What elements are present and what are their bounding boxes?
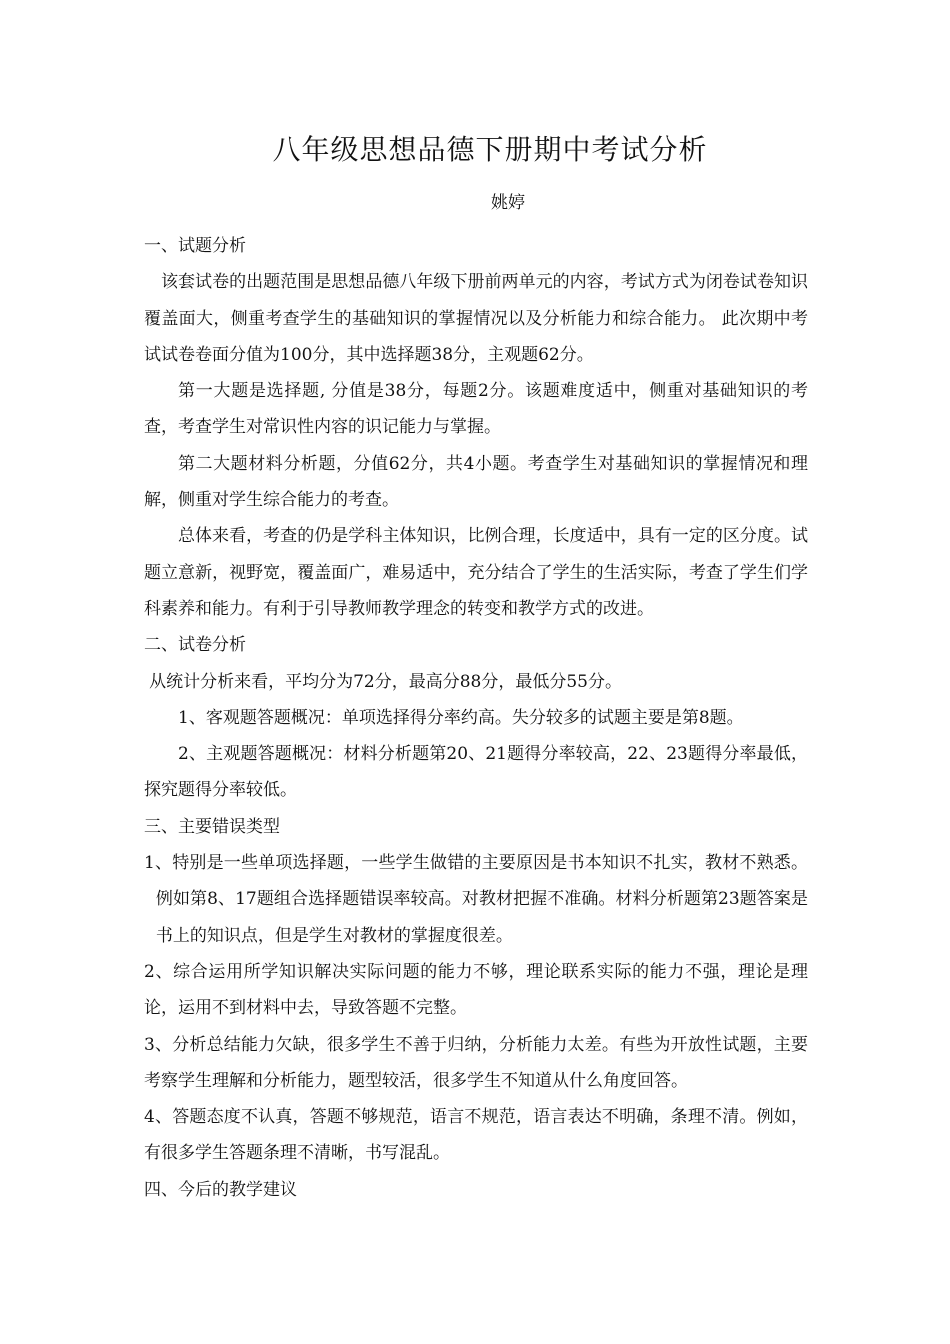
document-body (144, 228, 808, 1208)
error-item-3: 3、分析总结能力欠缺，很多学生不善于归纳，分析能力太差。有些为开放性试题，主要考察学生理解和分析能力，题型较活，很多学生不知道从什么角度回答。 (144, 1034, 808, 1091)
paragraph-choice-questions: 第一大题是选择题, 分值是38分，每题2分。该题难度适中，侧重对基础知识的考查，考查学生对常识性内容的识记能力与掌握。 (144, 381, 808, 438)
error-item-4: 4、答题态度不认真，答题不够规范，语言不规范，语言表达不明确，条理不清。例如，有很多学生答题条理不清晰，书写混乱。 (144, 1107, 808, 1164)
section-heading-4: 四、今后的教学建议 (144, 1179, 297, 1200)
section-heading-2: 二、试卷分析 (144, 635, 246, 656)
paragraph-material-analysis: 第二大题材料分析题，分值62分，共4小题。考查学生对基础知识的掌握情况和理解，侧重对学生综合能力的考查。 (144, 453, 808, 511)
document-title: 八年级思想品德下册期中考试分析 (272, 133, 708, 166)
document-author: 姚婷 (491, 193, 525, 213)
error-item-2: 2、综合运用所学知识解决实际问题的能力不够，理论联系实际的能力不强，理论是理论，运用不到材料中去，导致答题不完整。 (144, 961, 808, 1019)
paragraph-intro: 该套试卷的出题范围是思想品德八年级下册前两单元的内容，考试方式为闭卷试卷知识覆盖面大，侧重考查学生的基础知识的掌握情况以及分析能力和综合能力。 此次期中考试试卷卷面分值为100分，其中选择题38分，主观题62分。 (144, 272, 808, 365)
section-heading-1: 一、试题分析 (144, 236, 246, 256)
error-item-1: 1、特别是一些单项选择题，一些学生做错的主要原因是书本知识不扎实，教材不熟悉。例如第8、17题组合选择题错误率较高。对教材把握不准确。材料分析题第23题答案是书上的知识点，但是学生对教材的掌握度很差。 (144, 853, 808, 946)
section-heading-3: 三、主要错误类型 (144, 816, 280, 837)
paragraph-objective-overview: 1、客观题答题概况：单项选择得分率约高。失分较多的试题主要是第8题。 (178, 707, 744, 728)
paragraph-overall: 总体来看，考查的仍是学科主体知识，比例合理，长度适中，具有一定的区分度。试题立意新，视野宽，覆盖面广，难易适中，充分结合了学生的生活实际，考查了学生们学科素养和能力。有利于引导教师教学理念的转变和教学方式的改进。 (144, 526, 808, 619)
paragraph-statistics: 从统计分析来看，平均分为72分，最高分88分，最低分55分。 (149, 671, 622, 692)
paragraph-subjective-overview: 2、主观题答题概况：材料分析题第20、21题得分率较高，22、23题得分率最低，探究题得分率较低。 (144, 744, 808, 801)
